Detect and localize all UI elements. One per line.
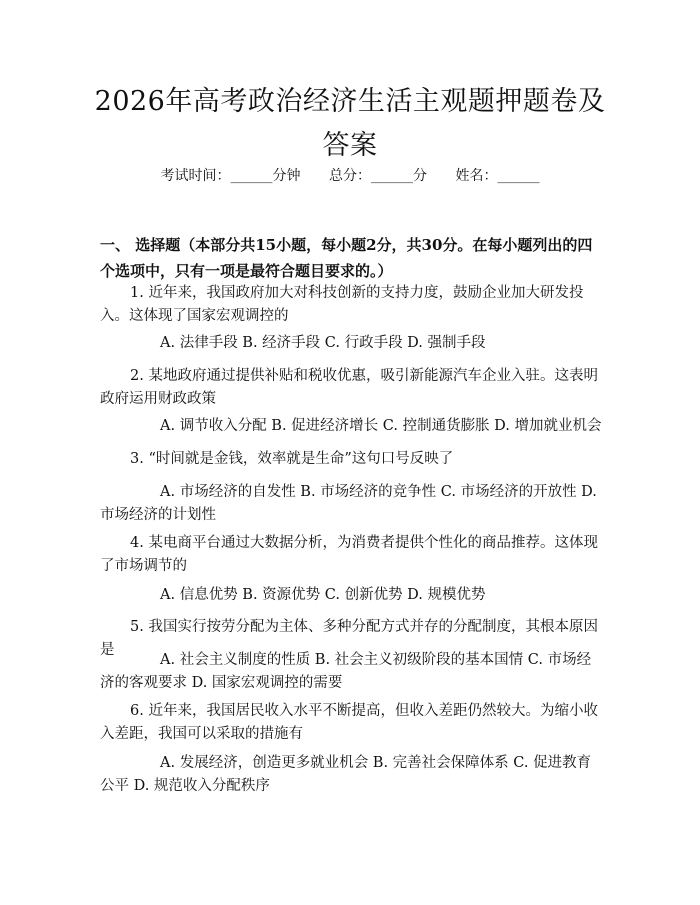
question-stem: 5. 我国实行按劳分配为主体、多种分配方式并存的分配制度，其根本原因是 — [100, 619, 598, 658]
exam-time-field: 考试时间：______分钟 — [160, 168, 301, 184]
question-options: A. 信息优势 B. 资源优势 C. 创新优势 D. 规模优势 — [160, 587, 486, 603]
question-stem: 4. 某电商平台通过大数据分析，为消费者提供个性化的商品推荐。这体现了市场调节的 — [100, 535, 598, 574]
question-options: A. 调节收入分配 B. 促进经济增长 C. 控制通货膨胀 D. 增加就业机会 — [160, 418, 602, 434]
section-heading: 一、 选择题（本部分共15小题，每小题2分，共30分。在每小题列出的四个选项中，只有一项是最符合题目要求的。） — [100, 236, 593, 280]
exam-info-line — [0, 166, 700, 186]
question-stem: 6. 近年来，我国居民收入水平不断提高，但收入差距仍然较大。为缩小收入差距，我国可以采取的措施有 — [100, 703, 598, 742]
question-stem: 3. “时间就是金钱，效率就是生命”这句口号反映了 — [130, 451, 454, 467]
question-options: A. 市场经济的自发性 B. 市场经济的竞争性 C. 市场经济的开放性 D. 市场经济的计划性 — [100, 484, 597, 523]
question-options: A. 社会主义制度的性质 B. 社会主义初级阶段的基本国情 C. 市场经济的客观要求 D. 国家宏观调控的需要 — [100, 652, 592, 691]
question-stem: 1. 近年来，我国政府加大对科技创新的支持力度，鼓励企业加大研发投入。这体现了国家宏观调控的 — [100, 285, 584, 324]
question-options: A. 发展经济，创造更多就业机会 B. 完善社会保障体系 C. 促进教育公平 D. 规范收入分配秩序 — [100, 755, 592, 794]
student-name-field: 姓名：______ — [455, 168, 540, 184]
question-options: A. 法律手段 B. 经济手段 C. 行政手段 D. 强制手段 — [160, 335, 486, 351]
total-score-field: 总分：______分 — [329, 168, 427, 184]
document-title: 2026年高考政治经济生活主观题押题卷及答案 — [94, 86, 606, 161]
question-stem: 2. 某地政府通过提供补贴和税收优惠，吸引新能源汽车企业入驻。这表明政府运用财政政策 — [100, 368, 598, 407]
